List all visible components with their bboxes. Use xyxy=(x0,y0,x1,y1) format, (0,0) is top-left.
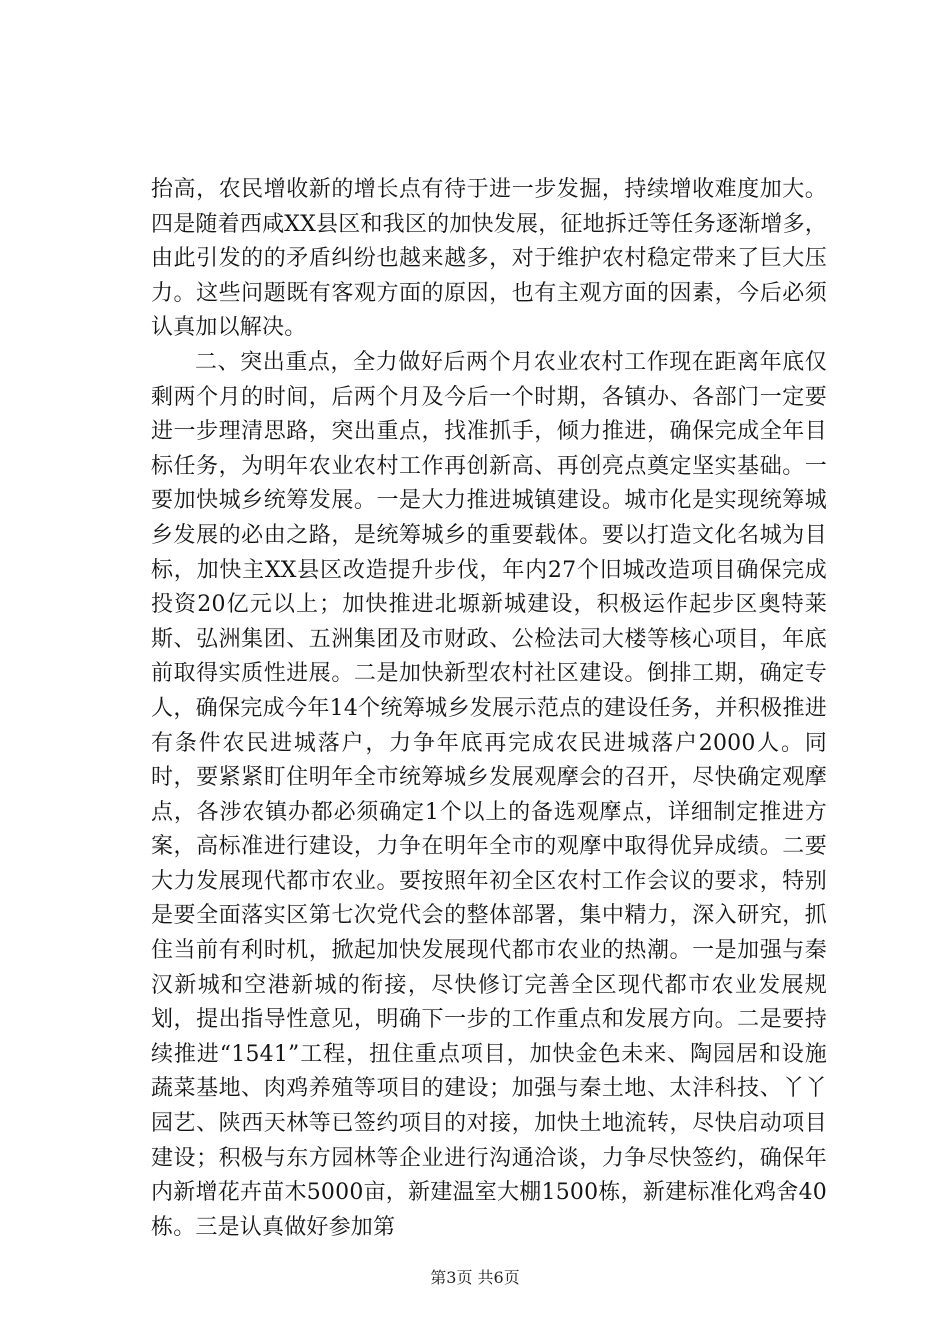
document-body xyxy=(151,173,827,1245)
page-footer: 第3页 共6页 xyxy=(430,1268,520,1287)
paragraph-1: 抬高，农民增收新的增长点有待于进一步发掘，持续增收难度加大。四是随着西咸XX县区和我区的加快发展，征地拆迁等任务逐渐增多，由此引发的的矛盾纠纷也越来越多，对于维护农村稳定带来了巨大压力。这些问题既有客观方面的原因，也有主观方面的因素，今后必须认真加以解决。 xyxy=(151,177,827,341)
paragraph-2: 二、突出重点，全力做好后两个月农业农村工作现在距离年底仅剩两个月的时间，后两个月及今后一个时期，各镇办、各部门一定要进一步理清思路，突出重点，找准抓手，倾力推进，确保完成全年目标任务，为明年农业农村工作再创新高、再创亮点奠定坚实基础。一要加快城乡统筹发展。一是大力推进城镇建设。城市化是实现统筹城乡发展的必由之路，是统筹城乡的重要载体。要以打造文化名城为目标，加快主XX县区改造提升步伐，年内27个旧城改造项目确保完成投资20亿元以上；加快推进北塬新城建设，积极运作起步区奥特莱斯、弘洲集团、五洲集团及市财政、公检法司大楼等核心项目，年底前取得实质性进展。二是加快新型农村社区建设。倒排工期，确定专人，确保完成今年14个统筹城乡发展示范点的建设任务，并积极推进有条件农民进城落户，力争年底再完成农民进城落户2000人。同时，要紧紧盯住明年全市统筹城乡发展观摩会的召开，尽快确定观摩点，各涉农镇办都必须确定1个以上的备选观摩点，详细制定推进方案，高标准进行建设，力争在明年全市的观摩中取得优异成绩。二要大力发展现代都市农业。要按照年初全区农村工作会议的要求，特别是要全面落实区第七次党代会的整体部署，集中精力，深入研究，抓住当前有利时机，掀起加快发展现代都市农业的热潮。一是加强与秦汉新城和空港新城的衔接，尽快修订完善全区现代都市农业发展规划，提出指导性意见，明确下一步的工作重点和发展方向。二是要持续推进“1541”工程，扭住重点项目，加快金色未来、陶园居和设施蔬菜基地、肉鸡养殖等项目的建设；加强与秦土地、太沣科技、丫丫园艺、陕西天林等已签约项目的对接，加快土地流转，尽快启动项目建设；积极与东方园林等企业进行沟通洽谈，力争尽快签约，确保年内新增花卉苗木5000亩，新建温室大棚1500栋，新建标准化鸡舍40栋。三是认真做好参加第 xyxy=(151,349,827,1240)
